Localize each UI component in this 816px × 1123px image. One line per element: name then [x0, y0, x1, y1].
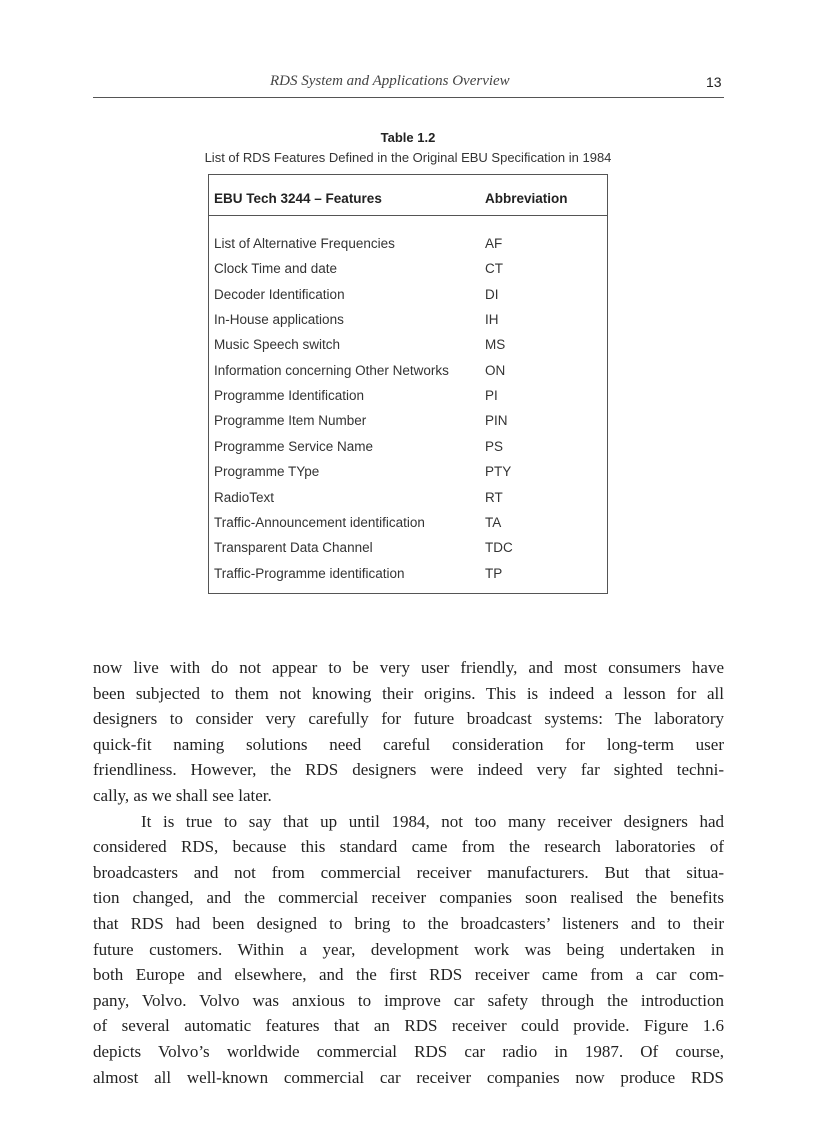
- text-line: been subjected to them not knowing their origins. This is indeed a lesson for all: [93, 683, 724, 703]
- feature-abbreviation: PTY: [485, 464, 512, 480]
- header-rule: [93, 97, 724, 98]
- feature-abbreviation: DI: [485, 286, 499, 302]
- text-line: designers to consider very carefully for future broadcast systems: The laboratory: [93, 709, 724, 729]
- table-row: [209, 312, 607, 332]
- text-line: almost all well-known commercial car receiver companies now produce RDS: [93, 1067, 724, 1087]
- feature-name: Programme TYpe: [214, 464, 320, 480]
- feature-name: Music Speech switch: [214, 337, 341, 353]
- text-line: considered RDS, because this standard came from the research laboratories of: [93, 837, 724, 857]
- column-header-abbreviation: Abbreviation: [485, 191, 568, 206]
- feature-abbreviation: AF: [485, 236, 503, 251]
- text-line: cally, as we shall see later.: [93, 785, 272, 805]
- table-label: Table 1.2: [380, 130, 436, 145]
- body-text: [93, 655, 724, 1090]
- feature-name: Programme Service Name: [214, 438, 374, 454]
- feature-name: In-House applications: [214, 312, 344, 328]
- table-row: [209, 337, 607, 357]
- text-line: friendliness. However, the RDS designers were indeed very far sighted techni-: [93, 760, 724, 780]
- running-header-title: RDS System and Applications Overview: [270, 73, 510, 89]
- feature-name: Programme Identification: [214, 388, 365, 404]
- table-row: [209, 515, 607, 535]
- table-row: [209, 388, 607, 408]
- text-line: depicts Volvo’s worldwide commercial RDS car radio in 1987. Of course,: [93, 1041, 724, 1061]
- text-line: future customers. Within a year, development work was being undertaken in: [93, 939, 724, 959]
- feature-abbreviation: PI: [485, 388, 498, 404]
- feature-abbreviation: TP: [485, 565, 503, 581]
- text-line: quick-fit naming solutions need careful consideration for long-term user: [93, 734, 724, 754]
- feature-abbreviation: RT: [485, 489, 503, 505]
- text-line: that RDS had been designed to bring to the broadcasters’ listeners and to their: [93, 913, 724, 933]
- feature-abbreviation: ON: [485, 362, 506, 378]
- header-divider: [209, 215, 607, 216]
- feature-abbreviation: CT: [485, 261, 503, 277]
- feature-abbreviation: IH: [485, 312, 499, 328]
- table-row: [209, 490, 607, 510]
- feature-name: Transparent Data Channel: [214, 540, 373, 556]
- feature-name: Information concerning Other Networks: [214, 362, 449, 378]
- feature-name: Clock Time and date: [214, 261, 338, 277]
- text-line: now live with do not appear to be very user friendly, and most consumers have: [93, 658, 724, 677]
- text-line: both Europe and elsewhere, and the first RDS receiver came from a car com-: [93, 965, 724, 985]
- page-number: 13: [706, 74, 722, 90]
- table-row: [209, 540, 607, 560]
- feature-name: RadioText: [214, 489, 275, 505]
- feature-name: Traffic-Programme identification: [214, 565, 405, 581]
- table-caption: List of RDS Features Defined in the Original EBU Specification in 1984: [204, 150, 612, 165]
- features-table: [208, 174, 608, 594]
- feature-abbreviation: MS: [485, 337, 506, 353]
- table-row: [209, 566, 607, 586]
- feature-name: Programme Item Number: [214, 413, 367, 429]
- text-line: tion changed, and the commercial receiver companies soon realised the benefits: [93, 888, 724, 908]
- text-line: of several automatic features that an RDS receiver could provide. Figure 1.6: [93, 1016, 724, 1036]
- table-row: [209, 236, 607, 256]
- text-line: broadcasters and not from commercial receiver manufacturers. But that situa-: [93, 862, 724, 882]
- column-header-features: EBU Tech 3244 – Features: [214, 191, 382, 206]
- text-line: It is true to say that up until 1984, not too many receiver designers had: [141, 811, 724, 831]
- feature-name: Traffic-Announcement identification: [214, 514, 425, 530]
- feature-abbreviation: PIN: [485, 413, 508, 429]
- table-row: [209, 287, 607, 307]
- feature-abbreviation: TDC: [485, 540, 513, 556]
- feature-abbreviation: PS: [485, 438, 504, 454]
- table-row: [209, 464, 607, 484]
- table-row: [209, 413, 607, 433]
- feature-abbreviation: TA: [485, 514, 502, 530]
- table-row: [209, 439, 607, 459]
- text-line: pany, Volvo. Volvo was anxious to improve car safety through the introduction: [93, 990, 724, 1010]
- feature-name: Decoder Identification: [214, 286, 345, 302]
- table-row: [209, 363, 607, 383]
- feature-name: List of Alternative Frequencies: [214, 236, 395, 251]
- table-row: [209, 261, 607, 281]
